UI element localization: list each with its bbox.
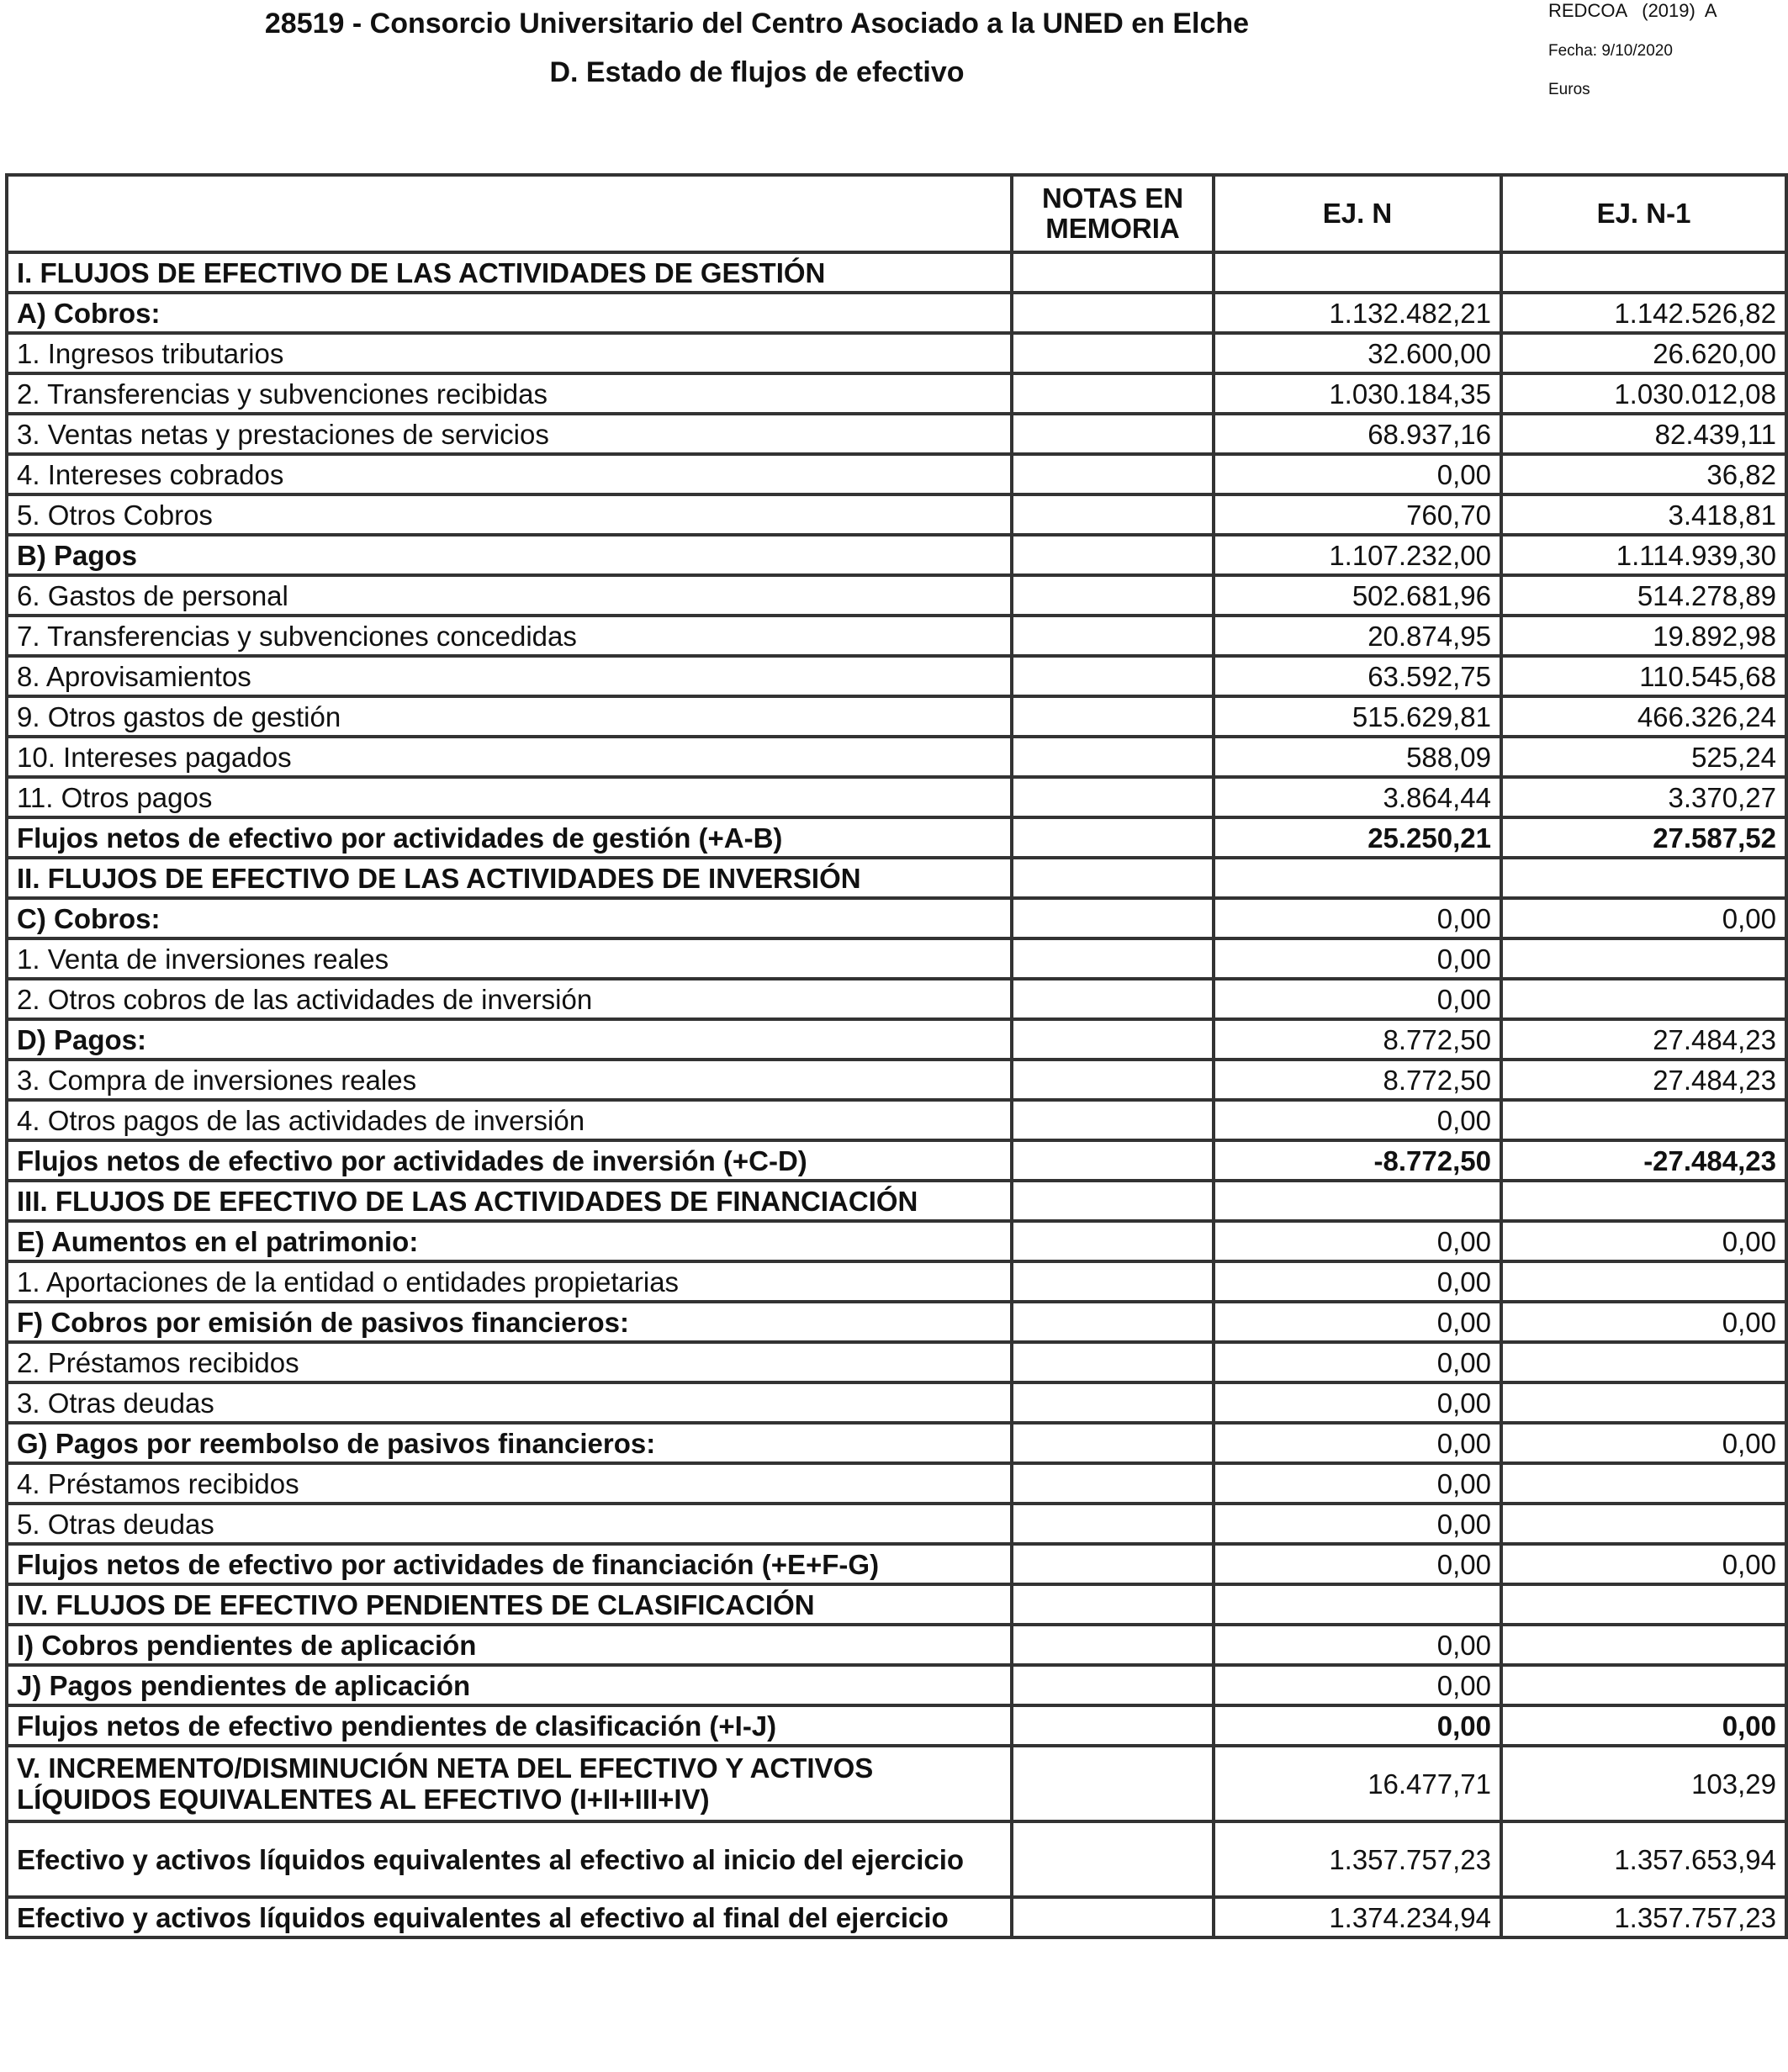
row-label: 1. Venta de inversiones reales — [7, 938, 1012, 979]
row-label: Efectivo y activos líquidos equivalentes al efectivo al inicio del ejercicio — [7, 1821, 1012, 1897]
row-value-ej-n: 0,00 — [1214, 1463, 1501, 1504]
table-row — [7, 656, 1786, 696]
row-value-ej-n: 1.357.757,23 — [1214, 1821, 1501, 1897]
row-value-ej-n: 20.874,95 — [1214, 616, 1501, 656]
row-notes — [1012, 454, 1214, 494]
table-row — [7, 1060, 1786, 1100]
row-value-ej-n: 0,00 — [1214, 1302, 1501, 1342]
row-label: Efectivo y activos líquidos equivalentes al efectivo al final del ejercicio — [7, 1897, 1012, 1937]
row-notes — [1012, 1423, 1214, 1463]
table-row — [7, 1261, 1786, 1302]
table-row — [7, 938, 1786, 979]
row-notes — [1012, 1302, 1214, 1342]
header-ej-n: EJ. N — [1214, 175, 1501, 252]
row-value-ej-n: 0,00 — [1214, 1544, 1501, 1584]
table-row — [7, 1100, 1786, 1140]
table-row — [7, 1221, 1786, 1261]
row-value-ej-n1: 1.114.939,30 — [1501, 535, 1786, 575]
row-notes — [1012, 1897, 1214, 1937]
row-value-ej-n: 0,00 — [1214, 1705, 1501, 1746]
row-value-ej-n1: 1.357.757,23 — [1501, 1897, 1786, 1937]
row-value-ej-n: 0,00 — [1214, 1504, 1501, 1544]
table-row — [7, 817, 1786, 858]
row-notes — [1012, 858, 1214, 898]
row-label: 10. Intereses pagados — [7, 737, 1012, 777]
row-value-ej-n1 — [1501, 1261, 1786, 1302]
row-notes — [1012, 1221, 1214, 1261]
row-label: B) Pagos — [7, 535, 1012, 575]
table-row — [7, 535, 1786, 575]
row-notes — [1012, 1140, 1214, 1181]
row-notes — [1012, 656, 1214, 696]
row-notes — [1012, 1625, 1214, 1665]
table-row — [7, 454, 1786, 494]
row-notes — [1012, 1100, 1214, 1140]
table-row — [7, 293, 1786, 333]
row-notes — [1012, 414, 1214, 454]
row-value-ej-n1: 466.326,24 — [1501, 696, 1786, 737]
table-row — [7, 575, 1786, 616]
table-row — [7, 1382, 1786, 1423]
row-value-ej-n1: 0,00 — [1501, 898, 1786, 938]
row-value-ej-n: 0,00 — [1214, 1665, 1501, 1705]
row-value-ej-n1: 19.892,98 — [1501, 616, 1786, 656]
row-value-ej-n1 — [1501, 1463, 1786, 1504]
header-ej-n1: EJ. N-1 — [1501, 175, 1786, 252]
row-value-ej-n1 — [1501, 1342, 1786, 1382]
row-value-ej-n1 — [1501, 1181, 1786, 1221]
row-value-ej-n: 0,00 — [1214, 1423, 1501, 1463]
row-label: 3. Compra de inversiones reales — [7, 1060, 1012, 1100]
row-value-ej-n: 0,00 — [1214, 1221, 1501, 1261]
row-value-ej-n: -8.772,50 — [1214, 1140, 1501, 1181]
row-value-ej-n1: 0,00 — [1501, 1423, 1786, 1463]
row-notes — [1012, 535, 1214, 575]
row-notes — [1012, 1463, 1214, 1504]
row-notes — [1012, 1746, 1214, 1821]
report-code: REDCOA (2019) A — [1548, 0, 1717, 21]
row-label: 6. Gastos de personal — [7, 575, 1012, 616]
row-value-ej-n1 — [1501, 1504, 1786, 1544]
row-label: A) Cobros: — [7, 293, 1012, 333]
row-value-ej-n: 63.592,75 — [1214, 656, 1501, 696]
row-value-ej-n — [1214, 252, 1501, 293]
row-label: 4. Préstamos recibidos — [7, 1463, 1012, 1504]
row-notes — [1012, 1584, 1214, 1625]
row-label: G) Pagos por reembolso de pasivos financieros: — [7, 1423, 1012, 1463]
row-notes — [1012, 1342, 1214, 1382]
row-value-ej-n — [1214, 858, 1501, 898]
row-notes — [1012, 1705, 1214, 1746]
row-value-ej-n1: 0,00 — [1501, 1302, 1786, 1342]
report-subtitle: D. Estado de flujos de efectivo — [549, 56, 965, 88]
table-row — [7, 696, 1786, 737]
row-label: 11. Otros pagos — [7, 777, 1012, 817]
table-row — [7, 979, 1786, 1019]
row-value-ej-n: 588,09 — [1214, 737, 1501, 777]
row-value-ej-n — [1214, 1584, 1501, 1625]
row-value-ej-n1: 1.030.012,08 — [1501, 373, 1786, 414]
table-row — [7, 898, 1786, 938]
row-label: 1. Ingresos tributarios — [7, 333, 1012, 373]
table-row — [7, 1019, 1786, 1060]
row-notes — [1012, 616, 1214, 656]
row-label: 4. Otros pagos de las actividades de inversión — [7, 1100, 1012, 1140]
row-value-ej-n: 0,00 — [1214, 938, 1501, 979]
row-notes — [1012, 777, 1214, 817]
row-label: E) Aumentos en el patrimonio: — [7, 1221, 1012, 1261]
row-value-ej-n: 1.107.232,00 — [1214, 535, 1501, 575]
cash-flow-table — [5, 173, 1788, 1939]
row-value-ej-n: 68.937,16 — [1214, 414, 1501, 454]
row-value-ej-n1: 0,00 — [1501, 1544, 1786, 1584]
row-value-ej-n1: 0,00 — [1501, 1221, 1786, 1261]
row-notes — [1012, 1019, 1214, 1060]
row-notes — [1012, 696, 1214, 737]
row-notes — [1012, 575, 1214, 616]
row-notes — [1012, 1821, 1214, 1897]
row-value-ej-n: 0,00 — [1214, 1342, 1501, 1382]
row-value-ej-n1 — [1501, 1625, 1786, 1665]
row-value-ej-n1: 514.278,89 — [1501, 575, 1786, 616]
row-value-ej-n1: 1.357.653,94 — [1501, 1821, 1786, 1897]
table-row — [7, 414, 1786, 454]
row-label: 2. Otros cobros de las actividades de inversión — [7, 979, 1012, 1019]
row-label: 1. Aportaciones de la entidad o entidades propietarias — [7, 1261, 1012, 1302]
table-row — [7, 1463, 1786, 1504]
row-value-ej-n1: 36,82 — [1501, 454, 1786, 494]
row-label: J) Pagos pendientes de aplicación — [7, 1665, 1012, 1705]
row-label: Flujos netos de efectivo pendientes de clasificación (+I-J) — [7, 1705, 1012, 1746]
row-label: II. FLUJOS DE EFECTIVO DE LAS ACTIVIDADES DE INVERSIÓN — [7, 858, 1012, 898]
table-row — [7, 333, 1786, 373]
row-label: I. FLUJOS DE EFECTIVO DE LAS ACTIVIDADES DE GESTIÓN — [7, 252, 1012, 293]
table-row — [7, 1423, 1786, 1463]
row-notes — [1012, 898, 1214, 938]
row-value-ej-n1: 27.484,23 — [1501, 1060, 1786, 1100]
row-value-ej-n1: 27.484,23 — [1501, 1019, 1786, 1060]
row-label: 2. Préstamos recibidos — [7, 1342, 1012, 1382]
row-value-ej-n1: 27.587,52 — [1501, 817, 1786, 858]
row-value-ej-n1 — [1501, 1584, 1786, 1625]
table-row — [7, 1302, 1786, 1342]
row-label: V. INCREMENTO/DISMINUCIÓN NETA DEL EFECTIVO Y ACTIVOS LÍQUIDOS EQUIVALENTES AL EFECTIVO (I+II+III+IV) — [7, 1746, 1012, 1821]
row-notes — [1012, 373, 1214, 414]
table-row — [7, 494, 1786, 535]
row-value-ej-n: 0,00 — [1214, 1261, 1501, 1302]
row-value-ej-n: 1.030.184,35 — [1214, 373, 1501, 414]
row-value-ej-n1: 82.439,11 — [1501, 414, 1786, 454]
table-row — [7, 616, 1786, 656]
table-row — [7, 737, 1786, 777]
table-row — [7, 1504, 1786, 1544]
row-notes — [1012, 1261, 1214, 1302]
row-value-ej-n: 515.629,81 — [1214, 696, 1501, 737]
row-value-ej-n1: 3.370,27 — [1501, 777, 1786, 817]
row-value-ej-n: 3.864,44 — [1214, 777, 1501, 817]
row-value-ej-n1 — [1501, 979, 1786, 1019]
row-notes — [1012, 1544, 1214, 1584]
row-value-ej-n: 0,00 — [1214, 898, 1501, 938]
row-label: Flujos netos de efectivo por actividades de gestión (+A-B) — [7, 817, 1012, 858]
row-notes — [1012, 1060, 1214, 1100]
row-notes — [1012, 252, 1214, 293]
row-notes — [1012, 817, 1214, 858]
table-row — [7, 1544, 1786, 1584]
row-label: 9. Otros gastos de gestión — [7, 696, 1012, 737]
row-value-ej-n1 — [1501, 1100, 1786, 1140]
table-row — [7, 1625, 1786, 1665]
report-date: Fecha: 9/10/2020 — [1548, 42, 1673, 60]
row-value-ej-n1: 0,00 — [1501, 1705, 1786, 1746]
row-value-ej-n1 — [1501, 252, 1786, 293]
row-value-ej-n: 502.681,96 — [1214, 575, 1501, 616]
row-value-ej-n: 760,70 — [1214, 494, 1501, 535]
row-value-ej-n1: 1.142.526,82 — [1501, 293, 1786, 333]
row-label: 3. Ventas netas y prestaciones de servicios — [7, 414, 1012, 454]
row-notes — [1012, 1181, 1214, 1221]
row-notes — [1012, 1504, 1214, 1544]
row-value-ej-n: 16.477,71 — [1214, 1746, 1501, 1821]
table-row — [7, 252, 1786, 293]
row-label: IV. FLUJOS DE EFECTIVO PENDIENTES DE CLASIFICACIÓN — [7, 1584, 1012, 1625]
row-value-ej-n1: -27.484,23 — [1501, 1140, 1786, 1181]
row-value-ej-n: 0,00 — [1214, 979, 1501, 1019]
row-notes — [1012, 737, 1214, 777]
row-notes — [1012, 494, 1214, 535]
row-label: Flujos netos de efectivo por actividades de financiación (+E+F-G) — [7, 1544, 1012, 1584]
row-label: 5. Otras deudas — [7, 1504, 1012, 1544]
row-label: I) Cobros pendientes de aplicación — [7, 1625, 1012, 1665]
row-value-ej-n: 25.250,21 — [1214, 817, 1501, 858]
row-label: 5. Otros Cobros — [7, 494, 1012, 535]
table-row — [7, 1897, 1786, 1937]
row-value-ej-n1 — [1501, 858, 1786, 898]
header-concept — [7, 175, 1012, 252]
table-header-row — [7, 175, 1786, 252]
row-value-ej-n: 8.772,50 — [1214, 1019, 1501, 1060]
row-notes — [1012, 333, 1214, 373]
row-value-ej-n: 1.374.234,94 — [1214, 1897, 1501, 1937]
report-title: 28519 - Consorcio Universitario del Centro Asociado a la UNED en Elche — [264, 8, 1250, 40]
row-value-ej-n — [1214, 1181, 1501, 1221]
table-row — [7, 777, 1786, 817]
row-value-ej-n1: 103,29 — [1501, 1746, 1786, 1821]
row-value-ej-n1 — [1501, 1665, 1786, 1705]
table-row — [7, 1342, 1786, 1382]
row-value-ej-n: 1.132.482,21 — [1214, 293, 1501, 333]
header-notes: NOTAS EN MEMORIA — [1012, 175, 1214, 252]
row-value-ej-n1: 525,24 — [1501, 737, 1786, 777]
row-label: Flujos netos de efectivo por actividades de inversión (+C-D) — [7, 1140, 1012, 1181]
row-label: C) Cobros: — [7, 898, 1012, 938]
table-row — [7, 1140, 1786, 1181]
row-label: 7. Transferencias y subvenciones concedidas — [7, 616, 1012, 656]
row-label: III. FLUJOS DE EFECTIVO DE LAS ACTIVIDADES DE FINANCIACIÓN — [7, 1181, 1012, 1221]
table-row — [7, 1665, 1786, 1705]
row-value-ej-n: 8.772,50 — [1214, 1060, 1501, 1100]
row-label: 2. Transferencias y subvenciones recibidas — [7, 373, 1012, 414]
row-value-ej-n1: 3.418,81 — [1501, 494, 1786, 535]
row-value-ej-n1: 26.620,00 — [1501, 333, 1786, 373]
table-row — [7, 1821, 1786, 1897]
row-value-ej-n1 — [1501, 938, 1786, 979]
row-notes — [1012, 938, 1214, 979]
report-currency: Euros — [1548, 81, 1590, 98]
table-row — [7, 373, 1786, 414]
row-label: 3. Otras deudas — [7, 1382, 1012, 1423]
row-value-ej-n: 0,00 — [1214, 1100, 1501, 1140]
table-row — [7, 1181, 1786, 1221]
row-value-ej-n1: 110.545,68 — [1501, 656, 1786, 696]
row-label: 8. Aprovisamientos — [7, 656, 1012, 696]
row-value-ej-n: 32.600,00 — [1214, 333, 1501, 373]
row-value-ej-n: 0,00 — [1214, 1382, 1501, 1423]
row-label: D) Pagos: — [7, 1019, 1012, 1060]
row-value-ej-n: 0,00 — [1214, 454, 1501, 494]
row-notes — [1012, 1382, 1214, 1423]
table-row — [7, 1705, 1786, 1746]
row-label: 4. Intereses cobrados — [7, 454, 1012, 494]
row-value-ej-n: 0,00 — [1214, 1625, 1501, 1665]
row-notes — [1012, 979, 1214, 1019]
table-row — [7, 1584, 1786, 1625]
row-label: F) Cobros por emisión de pasivos financieros: — [7, 1302, 1012, 1342]
table-row — [7, 1746, 1786, 1821]
row-notes — [1012, 1665, 1214, 1705]
row-notes — [1012, 293, 1214, 333]
row-value-ej-n1 — [1501, 1382, 1786, 1423]
table-row — [7, 858, 1786, 898]
